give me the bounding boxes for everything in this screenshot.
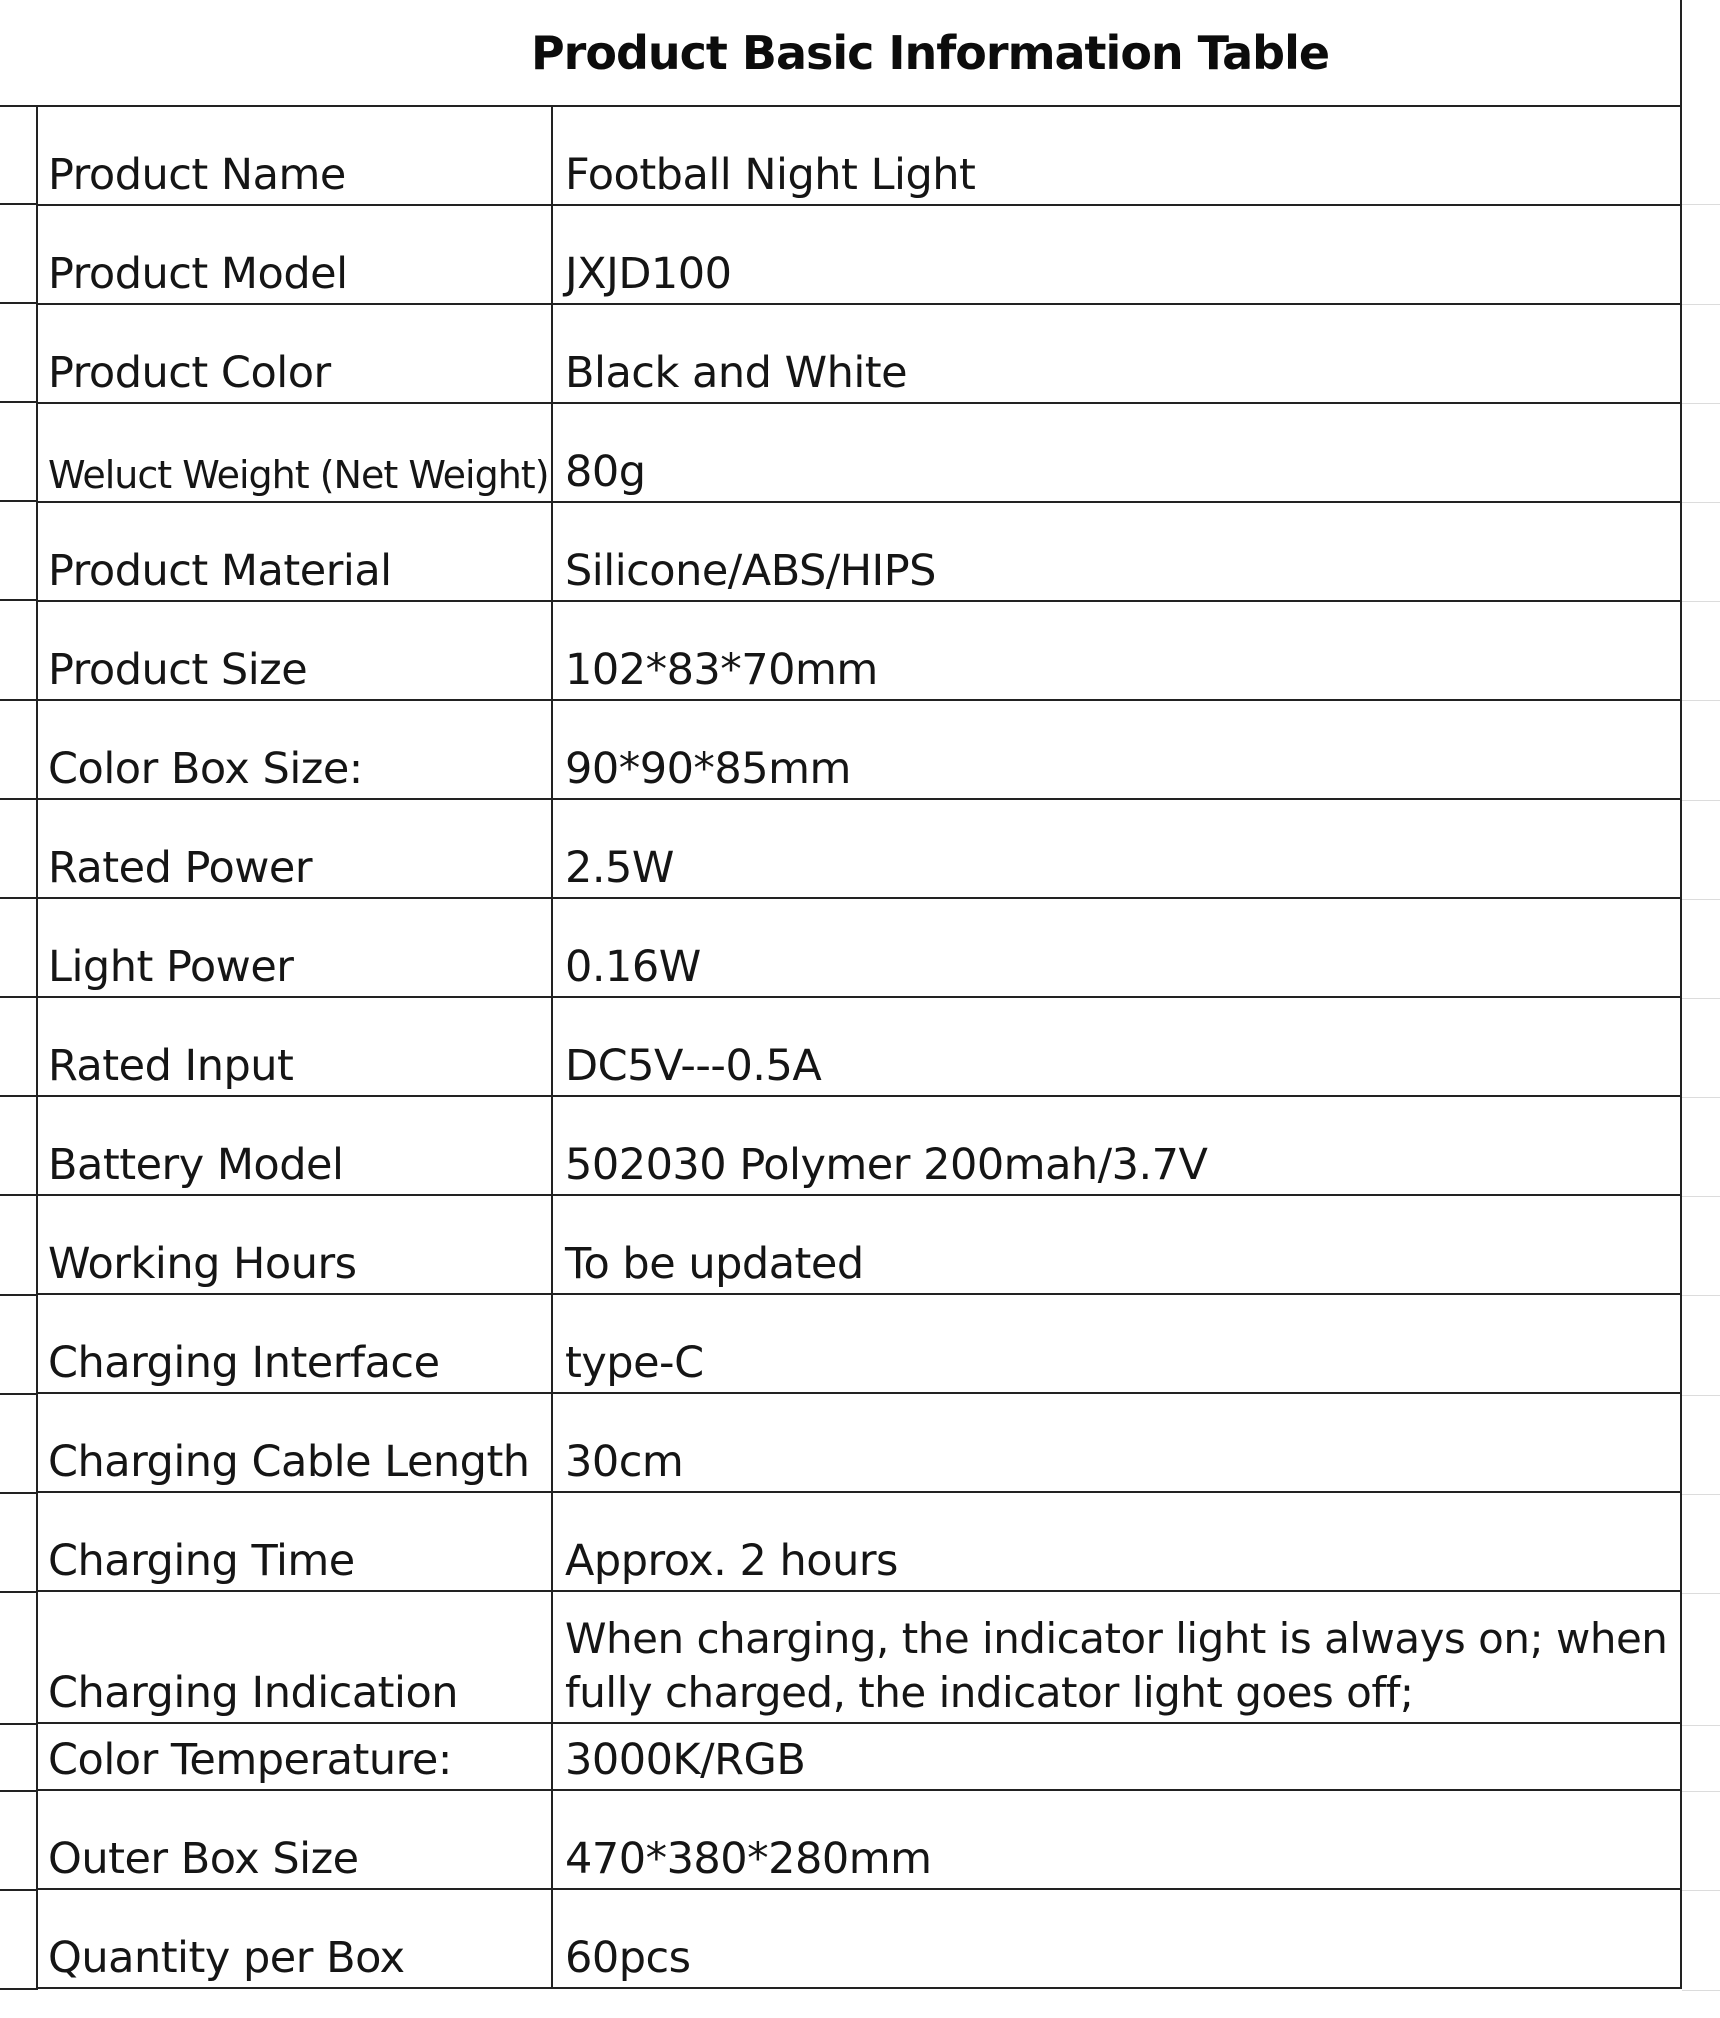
table-row [36,1195,1681,1294]
value-cell[interactable]: DC5V---0.5A [552,997,1681,1096]
table-title: Product Basic Information Table [530,25,1330,80]
label-cell[interactable]: Light Power [36,898,552,997]
label-cell[interactable]: Charging Time [36,1492,552,1591]
value-cell[interactable]: 502030 Polymer 200mah/3.7V [552,1096,1681,1195]
label-cell[interactable]: Battery Model [36,1096,552,1195]
table-row [36,1096,1681,1195]
table-row [36,700,1681,799]
label-cell[interactable]: Product Size [36,601,552,700]
table-row [36,403,1681,502]
value-cell[interactable]: 60pcs [552,1889,1681,1988]
label-cell[interactable]: Outer Box Size [36,1790,552,1889]
background-gridlines [1682,0,1720,2018]
label-cell[interactable]: Product Model [36,205,552,304]
label-cell[interactable]: Charging Cable Length [36,1393,552,1492]
table-row [36,205,1681,304]
label-cell[interactable]: Product Color [36,304,552,403]
value-cell[interactable]: 30cm [552,1393,1681,1492]
table-row [36,601,1681,700]
label-cell[interactable]: Color Box Size: [36,700,552,799]
value-cell[interactable]: Silicone/ABS/HIPS [552,502,1681,601]
value-cell[interactable]: 102*83*70mm [552,601,1681,700]
value-cell[interactable]: type-C [552,1294,1681,1393]
table-row [36,502,1681,601]
label-cell[interactable]: Quantity per Box [36,1889,552,1988]
value-cell[interactable]: To be updated [552,1195,1681,1294]
label-cell[interactable]: Weluct Weight (Net Weight) [36,403,552,502]
table-body [36,106,1681,1988]
label-cell[interactable]: Product Name [36,106,552,205]
label-cell[interactable]: Rated Input [36,997,552,1096]
table-row [36,1790,1681,1889]
value-cell[interactable]: When charging, the indicator light is always on; when fully charged, the indicator light goes off; [552,1591,1681,1723]
product-info-table [36,105,1682,1989]
value-cell[interactable]: JXJD100 [552,205,1681,304]
label-cell[interactable]: Working Hours [36,1195,552,1294]
table-row [36,1492,1681,1591]
value-cell[interactable]: 80g [552,403,1681,502]
table-row [36,898,1681,997]
value-cell[interactable]: 90*90*85mm [552,700,1681,799]
value-cell[interactable]: 2.5W [552,799,1681,898]
label-cell[interactable]: Charging Indication [36,1591,552,1723]
value-cell[interactable]: Black and White [552,304,1681,403]
value-cell[interactable]: Approx. 2 hours [552,1492,1681,1591]
label-cell[interactable]: Charging Interface [36,1294,552,1393]
value-cell[interactable]: 0.16W [552,898,1681,997]
value-cell[interactable]: 3000K/RGB [552,1723,1681,1790]
table-row [36,799,1681,898]
table-row [36,304,1681,403]
title-cell[interactable] [0,0,1682,107]
table-row [36,106,1681,205]
row-header-column [0,105,38,1990]
table-row [36,1889,1681,1988]
table-row [36,997,1681,1096]
value-cell[interactable]: 470*380*280mm [552,1790,1681,1889]
value-cell[interactable]: Football Night Light [552,106,1681,205]
label-cell[interactable]: Color Temperature: [36,1723,552,1790]
label-cell[interactable]: Rated Power [36,799,552,898]
table-row [36,1591,1681,1723]
table-row [36,1723,1681,1790]
table-row [36,1393,1681,1492]
label-cell[interactable]: Product Material [36,502,552,601]
table-row [36,1294,1681,1393]
